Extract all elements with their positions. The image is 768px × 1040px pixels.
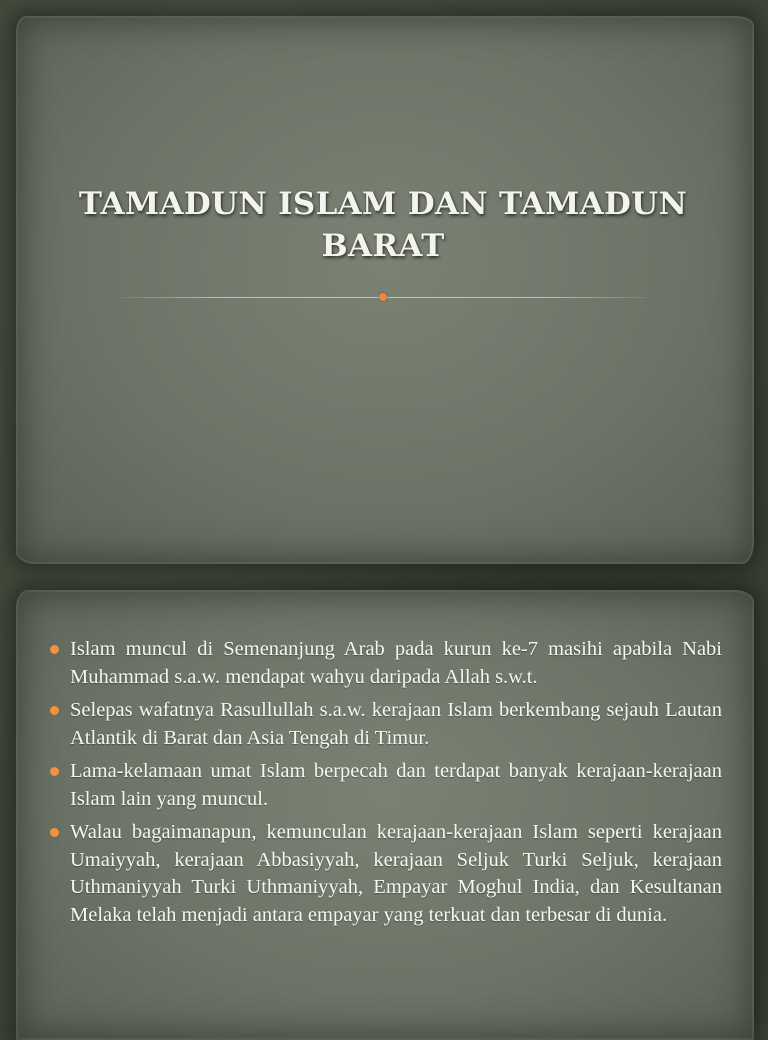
bullet-list <box>48 636 722 935</box>
title-slide <box>16 16 754 564</box>
bullet-item <box>48 697 722 752</box>
bullet-text: Selepas wafatnya Rasullullah s.a.w. kerajaan Islam berkembang sejauh Lautan Atlantik di Barat dan Asia Tengah di Timur. <box>70 699 722 749</box>
bullet-dot-icon <box>50 706 59 715</box>
bullet-item <box>48 758 722 813</box>
bullet-dot-icon <box>50 767 59 776</box>
bullet-item <box>48 819 722 929</box>
bullet-text: Islam muncul di Semenanjung Arab pada kurun ke-7 masihi apabila Nabi Muhammad s.a.w. mendapat wahyu daripada Allah s.w.t. <box>70 638 722 688</box>
bullet-text: Walau bagaimanapun, kemunculan kerajaan-kerajaan Islam seperti kerajaan Umaiyyah, kerajaan Abbasiyyah, kerajaan Seljuk Turki Seljuk, kerajaan Uthmaniyyah Turki Uthmaniyyah, Empayar Moghul India, dan Kesultanan Melaka telah menjadi antara empayar yang terkuat dan terbesar di dunia. <box>70 821 722 926</box>
bullet-dot-icon <box>50 645 59 654</box>
bullet-text: Lama-kelamaan umat Islam berpecah dan terdapat banyak kerajaan-kerajaan Islam lain yang muncul. <box>70 760 722 810</box>
bullet-item <box>48 636 722 691</box>
divider-dot-icon <box>379 293 387 301</box>
slide-title: TAMADUN ISLAM DAN TAMADUN BARAT <box>78 186 688 264</box>
bullet-dot-icon <box>50 828 59 837</box>
